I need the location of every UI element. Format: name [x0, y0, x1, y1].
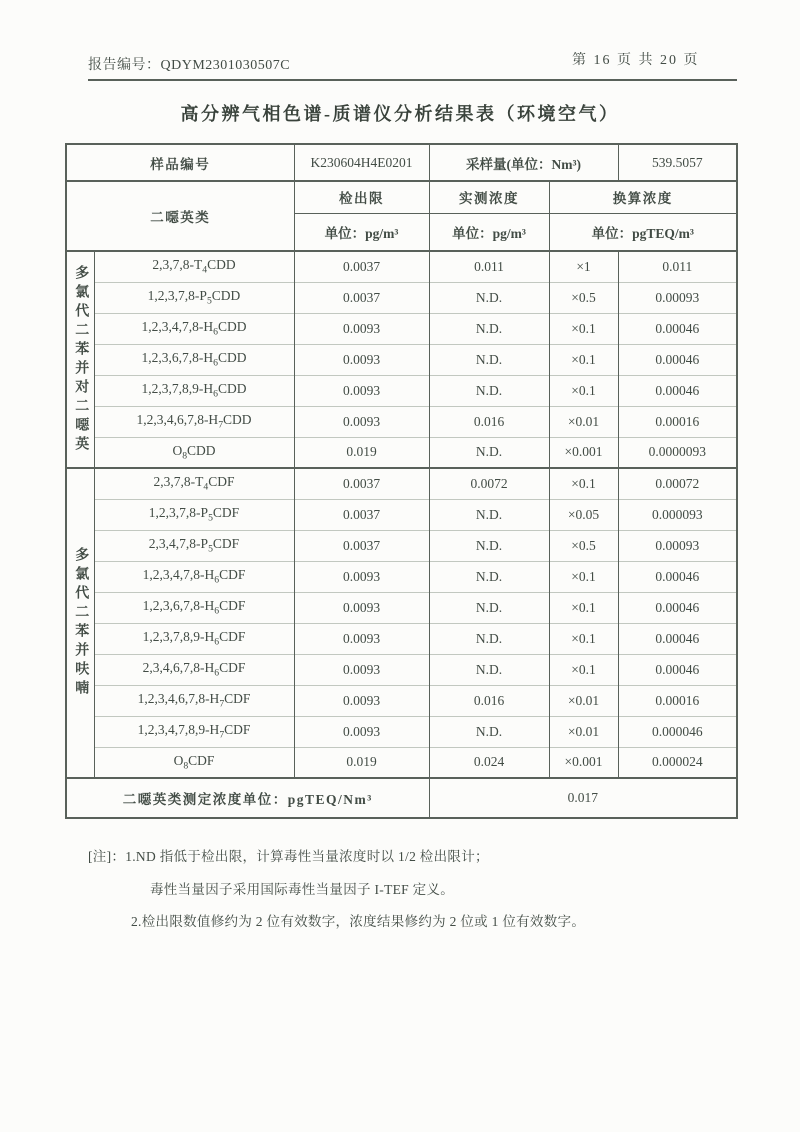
measured-unit: 单位：pg/m³ — [429, 213, 549, 251]
detection-limit-value: 0.0093 — [294, 313, 429, 344]
table-row — [66, 375, 737, 406]
total-value: 0.017 — [429, 778, 737, 818]
converted-value: 0.00093 — [618, 282, 737, 313]
tef-factor: ×0.001 — [549, 437, 618, 468]
tef-factor: ×0.1 — [549, 313, 618, 344]
measured-value: N.D. — [429, 499, 549, 530]
table-row — [66, 437, 737, 468]
tef-factor: ×0.1 — [549, 468, 618, 499]
converted-value: 0.000093 — [618, 499, 737, 530]
converted-value: 0.00046 — [618, 654, 737, 685]
footnote-1: [注]：1.ND 指低于检出限，计算毒性当量浓度时以 1/2 检出限计； — [88, 849, 489, 864]
table-row — [66, 623, 737, 654]
table-row — [66, 685, 737, 716]
converted-value: 0.00016 — [618, 685, 737, 716]
footnote-2: 2.检出限数值修约为 2 位有效数字，浓度结果修约为 2 位或 1 位有效数字。 — [131, 914, 586, 929]
converted-value: 0.000024 — [618, 747, 737, 778]
measured-value: N.D. — [429, 375, 549, 406]
converted-value: 0.00046 — [618, 344, 737, 375]
table-row — [66, 499, 737, 530]
detection-limit-header: 检出限 — [294, 181, 429, 213]
sample-volume-label: 采样量(单位：Nm³) — [429, 144, 618, 181]
measured-value: 0.016 — [429, 685, 549, 716]
detection-limit-value: 0.0093 — [294, 592, 429, 623]
measured-value: N.D. — [429, 437, 549, 468]
congener-name: $O_8CDF$ — [94, 747, 294, 778]
table-row — [66, 282, 737, 313]
measured-value: N.D. — [429, 530, 549, 561]
footnote-1-continued: 毒性当量因子采用国际毒性当量因子 I-TEF 定义。 — [150, 882, 455, 897]
measured-value: N.D. — [429, 561, 549, 592]
congener-name: $2,3,4,6,7,8-H_6CDF$ — [94, 654, 294, 685]
detection-limit-value: 0.0093 — [294, 344, 429, 375]
measured-value: N.D. — [429, 592, 549, 623]
detection-limit-value: 0.0037 — [294, 468, 429, 499]
group-label: 多氯代二苯并对二噁英 — [66, 251, 94, 468]
converted-value: 0.00046 — [618, 592, 737, 623]
congener-name: $2,3,7,8-T_4CDF$ — [94, 468, 294, 499]
detection-limit-value: 0.019 — [294, 437, 429, 468]
sample-volume-value: 539.5057 — [618, 144, 737, 181]
converted-value: 0.00072 — [618, 468, 737, 499]
table-row — [66, 313, 737, 344]
analyte-class-label: 二噁英类 — [66, 181, 294, 251]
tef-factor: ×0.1 — [549, 344, 618, 375]
page-number: 第 16 页 共 20 页 — [572, 53, 700, 68]
tef-factor: ×0.01 — [549, 406, 618, 437]
converted-unit: 单位：pgTEQ/m³ — [549, 213, 737, 251]
congener-rows — [66, 251, 737, 778]
congener-name: $1,2,3,6,7,8-H_6CDF$ — [94, 592, 294, 623]
congener-name: $2,3,7,8-T_4CDD$ — [94, 251, 294, 282]
detection-limit-value: 0.0093 — [294, 685, 429, 716]
converted-value: 0.00046 — [618, 375, 737, 406]
tef-factor: ×0.1 — [549, 592, 618, 623]
measured-header: 实测浓度 — [429, 181, 549, 213]
tef-factor: ×0.1 — [549, 654, 618, 685]
results-table — [65, 143, 738, 819]
converted-value: 0.011 — [618, 251, 737, 282]
measured-value: 0.016 — [429, 406, 549, 437]
table-row — [66, 716, 737, 747]
tef-factor: ×0.5 — [549, 530, 618, 561]
detection-limit-value: 0.0037 — [294, 251, 429, 282]
converted-header: 换算浓度 — [549, 181, 737, 213]
tef-factor: ×0.1 — [549, 561, 618, 592]
congener-name: $1,2,3,4,7,8-H_6CDF$ — [94, 561, 294, 592]
tef-factor: ×0.1 — [549, 623, 618, 654]
table-row — [66, 530, 737, 561]
table-row — [66, 344, 737, 375]
converted-value: 0.00093 — [618, 530, 737, 561]
total-label: 二噁英类测定浓度单位：pgTEQ/Nm³ — [66, 778, 429, 818]
table-row — [66, 251, 737, 282]
detection-limit-value: 0.0093 — [294, 561, 429, 592]
detection-limit-value: 0.0093 — [294, 623, 429, 654]
sample-id-label: 样品编号 — [66, 144, 294, 181]
congener-name: $1,2,3,4,6,7,8-H_7CDF$ — [94, 685, 294, 716]
congener-name: $1,2,3,7,8,9-H_6CDD$ — [94, 375, 294, 406]
tef-factor: ×0.01 — [549, 685, 618, 716]
page-title: 高分辨气相色谱-质谱仪分析结果表（环境空气） — [180, 104, 620, 124]
sample-id-value: K230604H4E0201 — [294, 144, 429, 181]
measured-value: 0.011 — [429, 251, 549, 282]
table-row — [66, 654, 737, 685]
congener-name: $1,2,3,4,7,8-H_6CDD$ — [94, 313, 294, 344]
column-header-row — [66, 181, 737, 213]
congener-name: $1,2,3,7,8-P_5CDF$ — [94, 499, 294, 530]
measured-value: 0.024 — [429, 747, 549, 778]
measured-value: 0.0072 — [429, 468, 549, 499]
tef-factor: ×0.001 — [549, 747, 618, 778]
converted-value: 0.00016 — [618, 406, 737, 437]
table-row — [66, 747, 737, 778]
congener-name: $1,2,3,4,7,8,9-H_7CDF$ — [94, 716, 294, 747]
detection-limit-value: 0.0037 — [294, 499, 429, 530]
report-number: 报告编号：QDYM2301030507C — [88, 58, 291, 73]
detection-limit-value: 0.0037 — [294, 530, 429, 561]
tef-factor: ×0.1 — [549, 375, 618, 406]
tef-factor: ×0.5 — [549, 282, 618, 313]
measured-value: N.D. — [429, 313, 549, 344]
converted-value: 0.000046 — [618, 716, 737, 747]
congener-name: $1,2,3,4,6,7,8-H_7CDD$ — [94, 406, 294, 437]
group-label: 多氯代二苯并呋喃 — [66, 468, 94, 778]
tef-factor: ×0.01 — [549, 716, 618, 747]
table-row — [66, 406, 737, 437]
sample-info-row — [66, 144, 737, 181]
measured-value: N.D. — [429, 344, 549, 375]
tef-factor: ×1 — [549, 251, 618, 282]
congener-name: $1,2,3,7,8-P_5CDD$ — [94, 282, 294, 313]
measured-value: N.D. — [429, 654, 549, 685]
congener-name: $2,3,4,7,8-P_5CDF$ — [94, 530, 294, 561]
total-row — [66, 778, 737, 818]
detection-limit-value: 0.0093 — [294, 375, 429, 406]
detection-limit-value: 0.0037 — [294, 282, 429, 313]
table-row — [66, 468, 737, 499]
measured-value: N.D. — [429, 623, 549, 654]
table-row — [66, 561, 737, 592]
measured-value: N.D. — [429, 282, 549, 313]
detection-limit-value: 0.0093 — [294, 406, 429, 437]
converted-value: 0.00046 — [618, 561, 737, 592]
converted-value: 0.00046 — [618, 623, 737, 654]
congener-name: $1,2,3,6,7,8-H_6CDD$ — [94, 344, 294, 375]
congener-name: $O_8CDD$ — [94, 437, 294, 468]
converted-value: 0.00046 — [618, 313, 737, 344]
tef-factor: ×0.05 — [549, 499, 618, 530]
detection-limit-value: 0.019 — [294, 747, 429, 778]
detection-limit-value: 0.0093 — [294, 716, 429, 747]
table-row — [66, 592, 737, 623]
congener-name: $1,2,3,7,8,9-H_6CDF$ — [94, 623, 294, 654]
converted-value: 0.0000093 — [618, 437, 737, 468]
header-divider — [88, 79, 737, 81]
detection-limit-unit: 单位：pg/m³ — [294, 213, 429, 251]
measured-value: N.D. — [429, 716, 549, 747]
detection-limit-value: 0.0093 — [294, 654, 429, 685]
